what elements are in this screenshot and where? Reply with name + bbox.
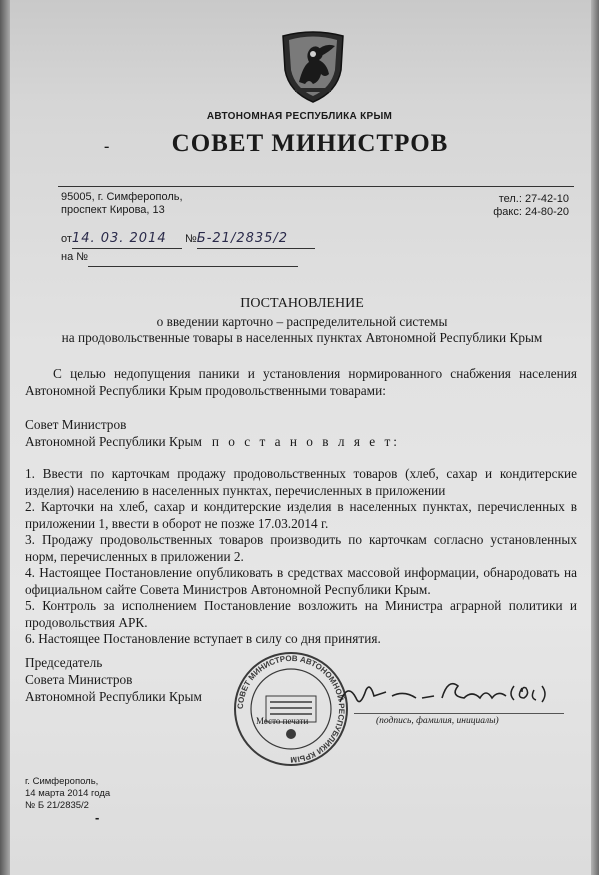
council-name: СОВЕТ МИНИСТРОВ — [171, 130, 449, 157]
address-block — [61, 191, 183, 217]
address-line-2: проспект Кирова, 13 — [61, 204, 165, 216]
signatory-line-1: Председатель — [25, 655, 103, 670]
signatory-line-3: Автономной Республики Крым — [25, 689, 202, 704]
signature-line — [354, 713, 564, 714]
signatory-block — [25, 654, 202, 705]
handwritten-signature-icon — [330, 668, 575, 718]
reference-block — [61, 230, 315, 267]
items-list — [25, 466, 577, 648]
decree-line-2: Автономной Республики Крым — [25, 433, 202, 449]
to-label: на № — [61, 251, 89, 263]
republic-name: АВТОНОМНАЯ РЕСПУБЛИКА КРЫМ — [206, 111, 393, 122]
list-item: 5. Контроль за исполнением Постановление возложить на Министра аграрной политики и продовольствия АРК. — [25, 598, 577, 630]
seal-place-label: Место печати — [256, 716, 309, 726]
intro-paragraph: С целью недопущения паники и установления нормированного снабжения населения Автономной Республики Крым продовольственными товарами: — [25, 366, 577, 398]
list-item: 3. Продажу продовольственных товаров производить по карточкам согласно установленных норм, перечисленных в приложении 2. — [25, 532, 577, 564]
list-item: 6. Настоящее Постановление вступает в силу со дня принятия. — [25, 631, 381, 646]
decree-line-1: Совет Министров — [25, 417, 127, 432]
number-label: № — [184, 233, 197, 245]
document-title: ПОСТАНОВЛЕНИЕ — [240, 296, 364, 311]
contact-block — [493, 193, 569, 219]
footer-number: № Б 21/2835/2 — [25, 800, 89, 811]
dash-mark: - — [104, 138, 110, 155]
subtitle-line-2: на продовольственные товары в населенных пунктах Автономной Республики Крым — [61, 330, 543, 345]
document-subtitle — [0, 314, 599, 346]
decree-verb: п о с т а н о в л я е т: — [211, 433, 400, 449]
seal-text: СОВЕТ МИНИСТРОВ АВТОНОМНОЙ РЕСПУБЛИКИ КРЫМ — [235, 653, 347, 765]
phone-number: тел.: 27-42-10 — [498, 193, 569, 205]
crimea-emblem-icon — [275, 26, 351, 106]
number-value: Б-21/2835/2 — [196, 231, 289, 246]
subtitle-line-1: о введении карточно – распределительной системы — [156, 314, 448, 329]
address-line-1: 95005, г. Симферополь, — [61, 191, 183, 203]
decree-block — [25, 417, 577, 450]
footer-city: г. Симферополь, — [25, 776, 99, 787]
fax-number: факс: 24-80-20 — [493, 206, 569, 218]
to-line — [61, 249, 315, 267]
list-item: 1. Ввести по карточкам продажу продовольственных товаров (хлеб, сахар и кондитерские изделия) населению в населенных пунктах, перечисленных в приложении — [25, 466, 577, 498]
footer-date: 14 марта 2014 года — [25, 788, 111, 799]
from-label: от — [61, 233, 72, 245]
signature-caption: (подпись, фамилия, инициалы) — [376, 716, 499, 726]
list-item: 4. Настоящее Постановление опубликовать в средствах массовой информации, обнародовать на официальном сайте Совета Министров Автономной Республики Крым. — [25, 565, 577, 597]
footer-dash: - — [95, 810, 100, 825]
signatory-line-2: Совета Министров — [25, 672, 133, 687]
from-line — [61, 230, 315, 249]
from-date: 14. 03. 2014 — [71, 231, 167, 246]
list-item: 2. Карточки на хлеб, сахар и кондитерские изделия в населенных пунктах, перечисленных в приложении 1, ввести в оборот не позже 17.03.2014 г. — [25, 499, 577, 531]
footer-block — [25, 776, 110, 824]
header-divider — [58, 186, 574, 187]
